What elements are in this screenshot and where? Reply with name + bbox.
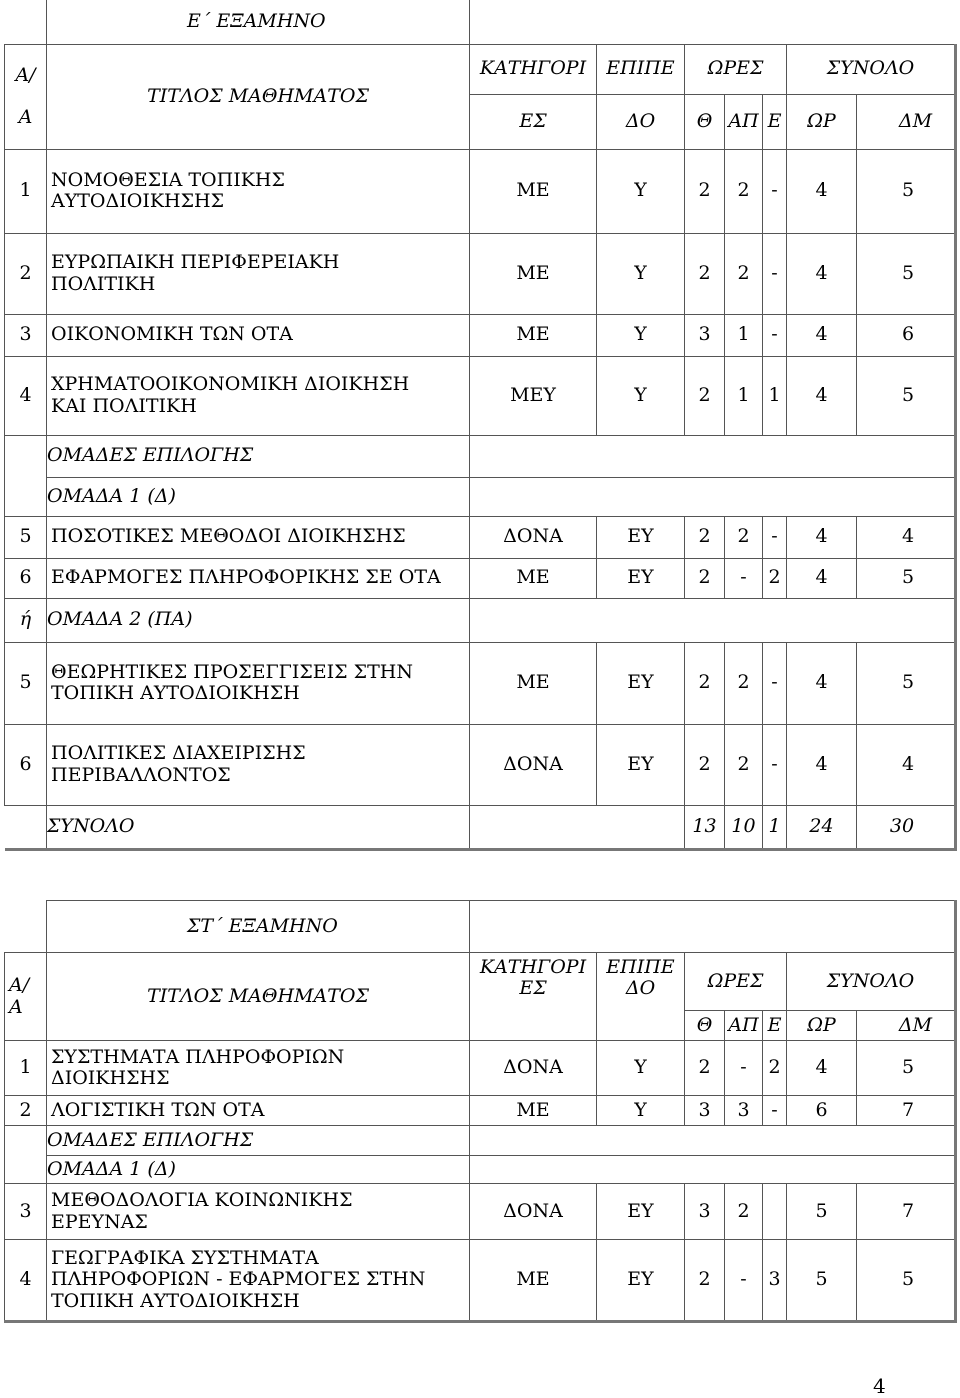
group2-heading: ΟΜΑΔΑ 2 (ΠΑ) (47, 598, 470, 642)
hours-th: 3 (685, 314, 725, 356)
table-row (5, 642, 956, 724)
sum-dm: 30 (857, 805, 956, 849)
hours-th: 2 (685, 149, 725, 233)
course-compulsory: ΕΥ (597, 516, 685, 558)
row-number: 5 (5, 516, 47, 558)
table-row (5, 558, 956, 598)
hours-ap: - (725, 558, 763, 598)
table-row (5, 149, 956, 233)
row-number: 4 (5, 1240, 47, 1322)
row-number: 1 (5, 1041, 47, 1096)
total-dm: 5 (857, 149, 956, 233)
table-row (5, 516, 956, 558)
col-compulsory-header-2: ΔΟ (597, 94, 685, 149)
col-title-header: ΤΙΤΛΟΣ ΜΑΘΗΜΑΤΟΣ (47, 44, 470, 149)
course-title: ΘΕΩΡΗΤΙΚΕΣ ΠΡΟΣΕΓΓΙΣΕΙΣ ΣΤΗΝ ΤΟΠΙΚΗ ΑΥΤΟΔΙΟΙΚΗΣΗ (47, 642, 470, 724)
group1-heading: ΟΜΑΔΑ 1 (Δ) (47, 477, 470, 516)
sum-ap: 10 (725, 805, 763, 849)
hours-th: 2 (685, 1240, 725, 1322)
row-number: 3 (5, 314, 47, 356)
course-title: ΛΟΓΙΣΤΙΚΗ ΤΩΝ ΟΤΑ (47, 1096, 470, 1126)
electives-heading: ΟΜΑΔΕΣ ΕΠΙΛΟΓΗΣ (47, 435, 470, 477)
row-number: 2 (5, 233, 47, 314)
col-ap-header: ΑΠ (725, 94, 763, 149)
total-dm: 7 (857, 1184, 956, 1240)
table-row (5, 356, 956, 435)
hours-ap: 1 (725, 356, 763, 435)
total-wr: 6 (787, 1096, 857, 1126)
course-category: ΜΕ (470, 1096, 597, 1126)
total-dm: 4 (857, 516, 956, 558)
row-number: 6 (5, 724, 47, 805)
total-wr: 4 (787, 642, 857, 724)
hours-ap: 2 (725, 149, 763, 233)
col-dm-header: ΔΜ (857, 1011, 956, 1041)
total-dm: 5 (857, 642, 956, 724)
total-dm: 5 (857, 356, 956, 435)
hours-ap: 2 (725, 516, 763, 558)
hours-ap: - (725, 1041, 763, 1096)
hours-ap: 2 (725, 1184, 763, 1240)
hours-e: 1 (763, 356, 787, 435)
hours-e: - (763, 724, 787, 805)
col-e-header: Ε (763, 94, 787, 149)
total-dm: 6 (857, 314, 956, 356)
course-category: ΔΟΝΑ (470, 724, 597, 805)
course-category: ΜΕ (470, 642, 597, 724)
course-compulsory: Υ (597, 356, 685, 435)
table-row (5, 1096, 956, 1126)
semester-title: ΣΤ΄ ΕΞΑΜΗΝΟ (47, 901, 470, 953)
course-compulsory: Υ (597, 233, 685, 314)
hours-ap: 2 (725, 724, 763, 805)
sum-label: ΣΥΝΟΛΟ (47, 805, 470, 849)
table-row (5, 1184, 956, 1240)
course-category: ΔΟΝΑ (470, 516, 597, 558)
col-category-header: ΚΑΤΗΓΟΡΙ (470, 44, 597, 94)
hours-th: 2 (685, 724, 725, 805)
course-title: ΝΟΜΟΘΕΣΙΑ ΤΟΠΙΚΗΣ ΑΥΤΟΔΙΟΙΚΗΣΗΣ (47, 149, 470, 233)
col-ap-header: ΑΠ (725, 1011, 763, 1041)
col-title-header: ΤΙΤΛΟΣ ΜΑΘΗΜΑΤΟΣ (47, 953, 470, 1041)
course-category: ΜΕ (470, 233, 597, 314)
total-dm: 5 (857, 1240, 956, 1322)
course-title: ΠΟΛΙΤΙΚΕΣ ΔΙΑΧΕΙΡΙΣΗΣ ΠΕΡΙΒΑΛΛΟΝΤΟΣ (47, 724, 470, 805)
total-dm: 4 (857, 724, 956, 805)
page-number: 4 (873, 1374, 886, 1398)
course-compulsory: Υ (597, 149, 685, 233)
col-aa-header: Α/ Α (5, 953, 47, 1041)
course-category: ΜΕ (470, 558, 597, 598)
semester-6-table (4, 900, 957, 1323)
course-title: ΠΟΣΟΤΙΚΕΣ ΜΕΘΟΔΟΙ ΔΙΟΙΚΗΣΗΣ (47, 516, 470, 558)
hours-e: - (763, 1096, 787, 1126)
col-category-header: ΚΑΤΗΓΟΡΙ ΕΣ (470, 953, 597, 1041)
total-dm: 5 (857, 1041, 956, 1096)
col-compulsory-header: ΕΠΙΠΕ (597, 44, 685, 94)
row-number: 3 (5, 1184, 47, 1240)
total-wr: 4 (787, 516, 857, 558)
hours-e: 2 (763, 1041, 787, 1096)
row-number: 1 (5, 149, 47, 233)
col-compulsory-header: ΕΠΙΠΕ ΔΟ (597, 953, 685, 1041)
table-row (5, 724, 956, 805)
course-compulsory: Υ (597, 1096, 685, 1126)
total-wr: 4 (787, 233, 857, 314)
total-dm: 5 (857, 558, 956, 598)
hours-th: 2 (685, 356, 725, 435)
hours-th: 2 (685, 1041, 725, 1096)
total-wr: 5 (787, 1184, 857, 1240)
hours-th: 2 (685, 233, 725, 314)
total-wr: 4 (787, 314, 857, 356)
sum-wr: 24 (787, 805, 857, 849)
hours-th: 2 (685, 558, 725, 598)
course-category: ΜΕΥ (470, 356, 597, 435)
course-compulsory: Υ (597, 314, 685, 356)
hours-ap: 1 (725, 314, 763, 356)
course-compulsory: ΕΥ (597, 724, 685, 805)
hours-e: 2 (763, 558, 787, 598)
hours-th: 2 (685, 642, 725, 724)
sum-th: 13 (685, 805, 725, 849)
hours-ap: - (725, 1240, 763, 1322)
course-category: ΔΟΝΑ (470, 1041, 597, 1096)
col-wr-header: ΩΡ (787, 94, 857, 149)
col-dm-header: ΔΜ (857, 94, 956, 149)
col-th-header: Θ (685, 94, 725, 149)
course-title: ΕΦΑΡΜΟΓΕΣ ΠΛΗΡΟΦΟΡΙΚΗΣ ΣΕ ΟΤΑ (47, 558, 470, 598)
hours-e: - (763, 233, 787, 314)
total-wr: 4 (787, 149, 857, 233)
sum-row (5, 805, 956, 849)
group1-heading: ΟΜΑΔΑ 1 (Δ) (47, 1156, 470, 1184)
total-wr: 5 (787, 1240, 857, 1322)
hours-e: 3 (763, 1240, 787, 1322)
col-hours-header: ΩΡΕΣ (685, 44, 787, 94)
col-aa-header: Α/ Α (5, 44, 47, 149)
hours-e: - (763, 314, 787, 356)
hours-ap: 2 (725, 642, 763, 724)
col-th-header: Θ (685, 1011, 725, 1041)
total-dm: 5 (857, 233, 956, 314)
course-title: ΟΙΚΟΝΟΜΙΚΗ ΤΩΝ ΟΤΑ (47, 314, 470, 356)
hours-th: 3 (685, 1184, 725, 1240)
course-category: ΜΕ (470, 314, 597, 356)
semester-5-table (4, 0, 957, 851)
course-category: ΜΕ (470, 149, 597, 233)
hours-e: - (763, 642, 787, 724)
hours-ap: 2 (725, 233, 763, 314)
col-hours-header: ΩΡΕΣ (685, 953, 787, 1011)
total-wr: 4 (787, 356, 857, 435)
row-number: 2 (5, 1096, 47, 1126)
table-row (5, 1041, 956, 1096)
course-title: ΓΕΩΓΡΑΦΙΚΑ ΣΥΣΤΗΜΑΤΑ ΠΛΗΡΟΦΟΡΙΩΝ - ΕΦΑΡΜΟΓΕΣ ΣΤΗΝ ΤΟΠΙΚΗ ΑΥΤΟΔΙΟΙΚΗΣΗ (47, 1240, 470, 1322)
row-number: 5 (5, 642, 47, 724)
or-label: ή (5, 598, 47, 642)
total-wr: 4 (787, 1041, 857, 1096)
table-row (5, 233, 956, 314)
col-total-header: ΣΥΝΟΛΟ (787, 44, 956, 94)
hours-ap: 3 (725, 1096, 763, 1126)
course-category: ΔΟΝΑ (470, 1184, 597, 1240)
course-compulsory: ΕΥ (597, 642, 685, 724)
hours-e (763, 1184, 787, 1240)
course-compulsory: ΕΥ (597, 1240, 685, 1322)
hours-e: - (763, 516, 787, 558)
course-compulsory: ΕΥ (597, 1184, 685, 1240)
course-title: ΜΕΘΟΔΟΛΟΓΙΑ ΚΟΙΝΩΝΙΚΗΣ ΕΡΕΥΝΑΣ (47, 1184, 470, 1240)
total-wr: 4 (787, 558, 857, 598)
course-title: ΧΡΗΜΑΤΟΟΙΚΟΝΟΜΙΚΗ ΔΙΟΙΚΗΣΗ ΚΑΙ ΠΟΛΙΤΙΚΗ (47, 356, 470, 435)
course-category: ΜΕ (470, 1240, 597, 1322)
total-wr: 4 (787, 724, 857, 805)
course-title: ΕΥΡΩΠΑΙΚΗ ΠΕΡΙΦΕΡΕΙΑΚΗ ΠΟΛΙΤΙΚΗ (47, 233, 470, 314)
col-category-header-2: ΕΣ (470, 94, 597, 149)
hours-th: 3 (685, 1096, 725, 1126)
electives-heading: ΟΜΑΔΕΣ ΕΠΙΛΟΓΗΣ (47, 1126, 470, 1156)
hours-th: 2 (685, 516, 725, 558)
row-number: 4 (5, 356, 47, 435)
course-compulsory: Υ (597, 1041, 685, 1096)
col-e-header: Ε (763, 1011, 787, 1041)
table-row (5, 1240, 956, 1322)
hours-e: - (763, 149, 787, 233)
semester-title: Ε΄ ΕΞΑΜΗΝΟ (47, 0, 470, 44)
sum-e: 1 (763, 805, 787, 849)
total-dm: 7 (857, 1096, 956, 1126)
col-total-header: ΣΥΝΟΛΟ (787, 953, 956, 1011)
course-compulsory: ΕΥ (597, 558, 685, 598)
row-number: 6 (5, 558, 47, 598)
col-wr-header: ΩΡ (787, 1011, 857, 1041)
course-title: ΣΥΣΤΗΜΑΤΑ ΠΛΗΡΟΦΟΡΙΩΝ ΔΙΟΙΚΗΣΗΣ (47, 1041, 470, 1096)
table-row (5, 314, 956, 356)
